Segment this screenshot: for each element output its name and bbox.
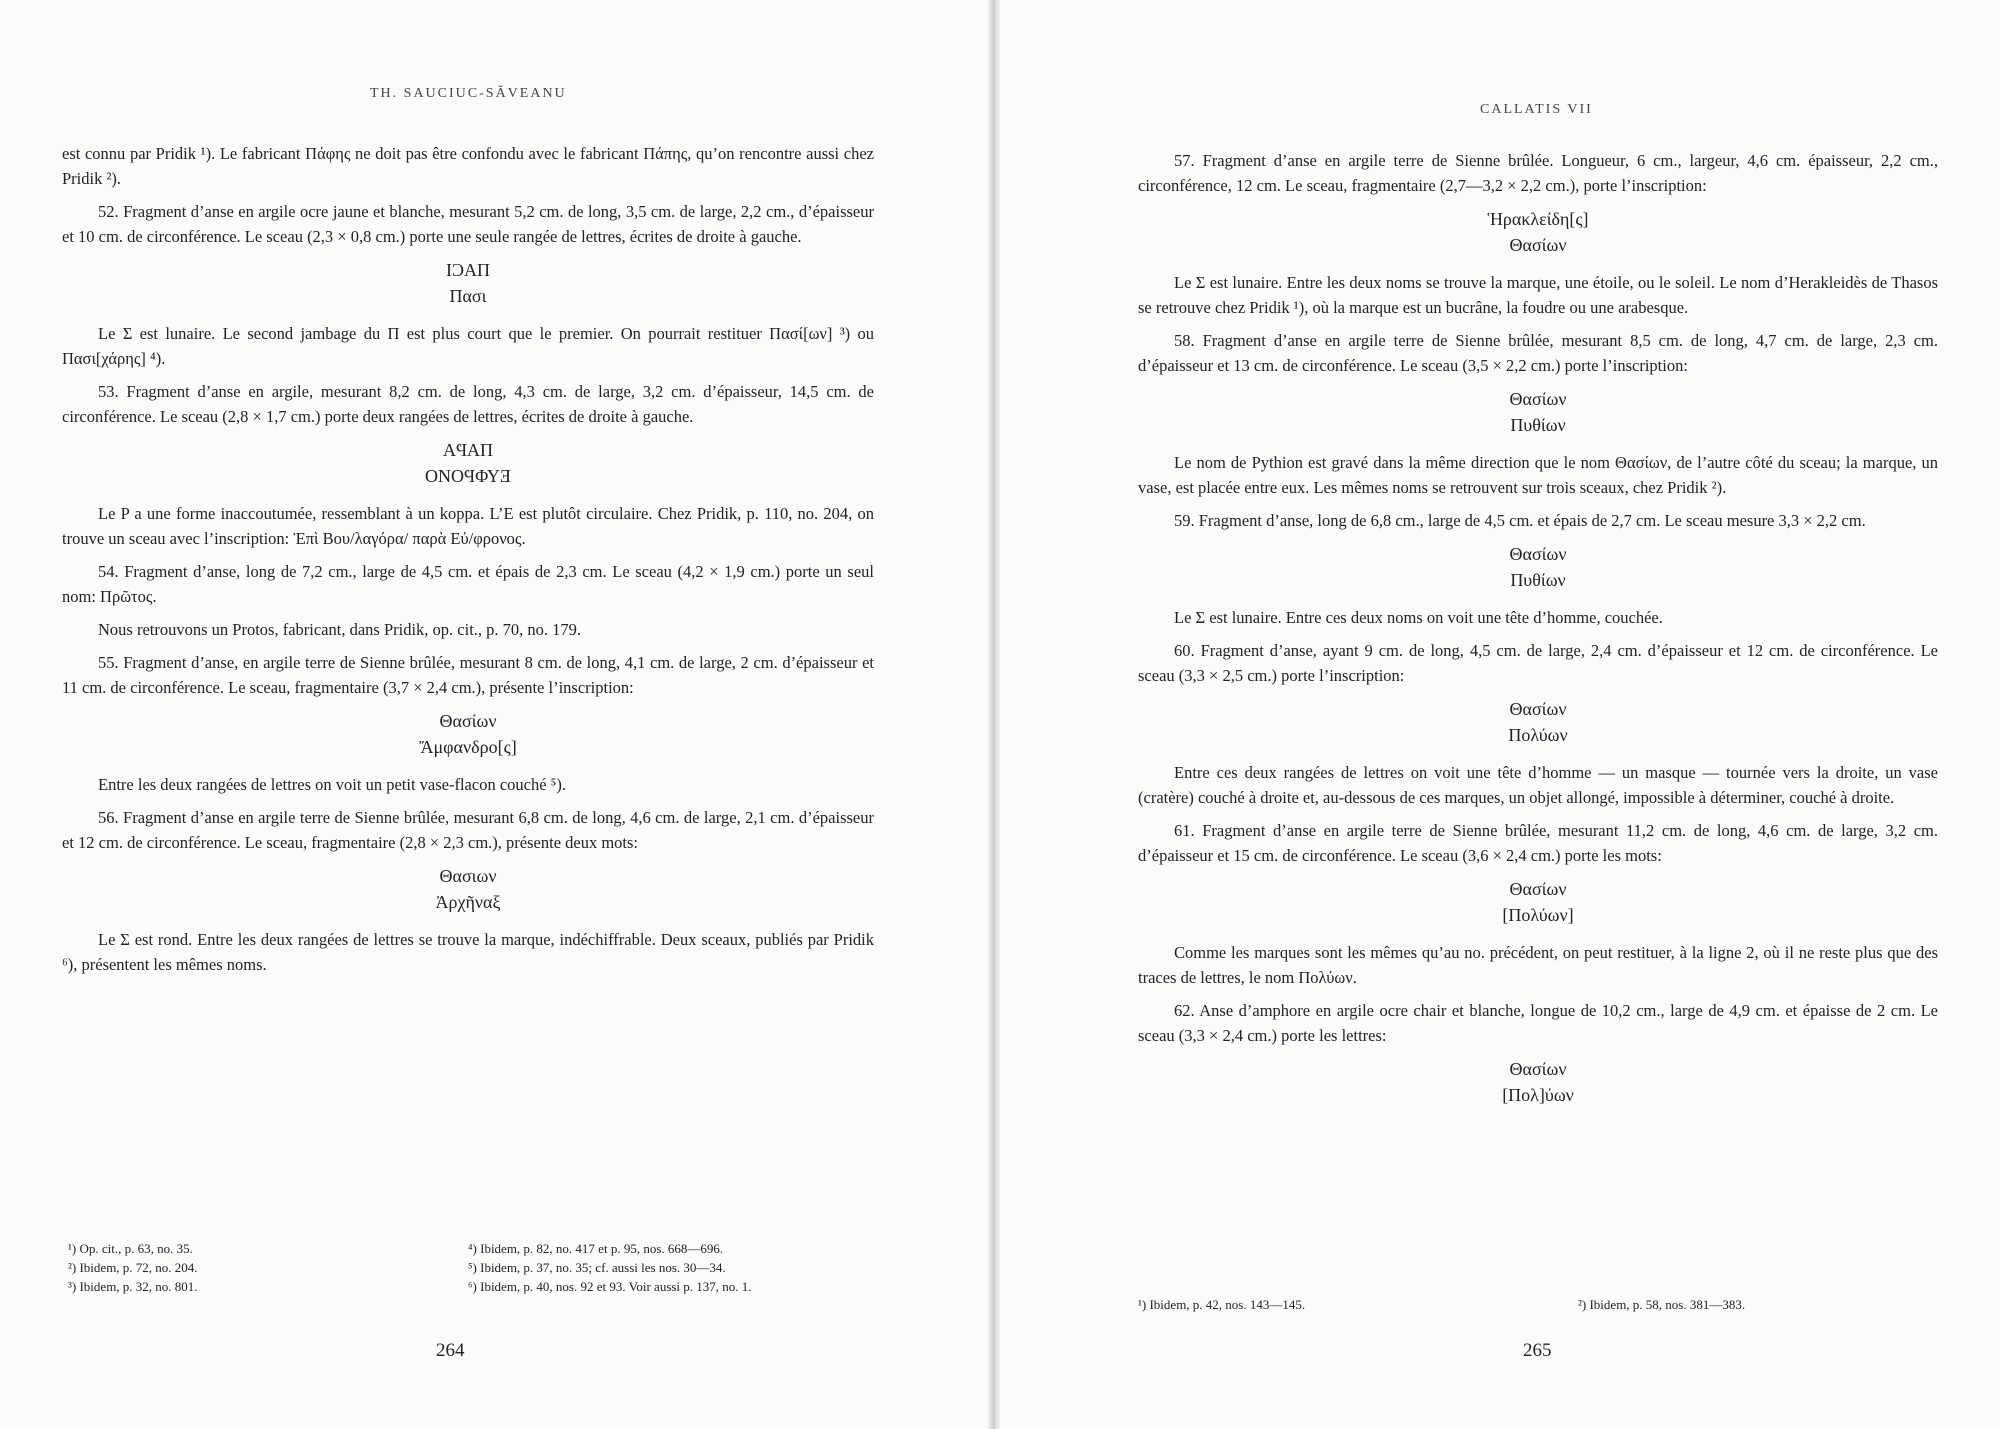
inscription-line: Θασίων [1509, 879, 1567, 899]
footnote: ⁵) Ibidem, p. 37, no. 35; cf. aussi les nos. 30—34. [468, 1260, 726, 1275]
inscription-53 [62, 437, 874, 489]
paragraph-58: 58. Fragment d’anse en argile terre de Sienne brûlée, mesurant 8,5 cm. de long, 4,7 cm. de large, 2,3 cm. d’épaisseur et 13 cm. de circonférence. Le sceau (3,5 × 2,2 cm.) porte l’inscription: [1138, 331, 1938, 375]
footnote: ³) Ibidem, p. 32, no. 801. [68, 1279, 198, 1294]
footnote: ²) Ibidem, p. 58, nos. 381—383. [1578, 1297, 1746, 1312]
paragraph-60: 60. Fragment d’anse, ayant 9 cm. de long, 4,5 cm. de large, 2,4 cm. d’épaisseur et 12 cm. de circonférence. Le sceau (3,3 × 2,5 cm.) porte l’inscription: [1138, 641, 1938, 685]
paragraph-53: 53. Fragment d’anse en argile, mesurant 8,2 cm. de long, 4,3 cm. de large, 3,2 cm. d’épaisseur, 14,5 cm. de circonférence. Le sceau (2,8 × 1,7 cm.) porte deux rangées de lettres, écrites de droite à gauche. [62, 382, 874, 426]
inscription-56 [62, 863, 874, 915]
inscription-52 [62, 257, 874, 309]
inscription-line: Θασίων [1509, 699, 1567, 719]
page-number: 264 [436, 1340, 465, 1361]
inscription-line: Θασίων [439, 711, 497, 731]
inscription-line: Πασι [449, 286, 487, 306]
right-body [1138, 148, 1938, 1120]
inscription-57 [1138, 206, 1938, 258]
inscription-61 [1138, 876, 1938, 928]
running-header: CALLATIS VII [1480, 102, 1593, 117]
footnote: ²) Ibidem, p. 72, no. 204. [68, 1260, 198, 1275]
paragraph-55: 55. Fragment d’anse, en argile terre de Sienne brûlée, mesurant 8 cm. de long, 4,1 cm. de large, 2 cm. d’épaisseur et 11 cm. de circonférence. Le sceau, fragmentaire (3,7 × 2,4 cm.), présente l’inscription: [62, 653, 874, 697]
inscription-55 [62, 708, 874, 760]
running-header: TH. SAUCIUC-SĂVEANU [370, 86, 567, 101]
inscription-line: Θασίων [1509, 1059, 1567, 1079]
paragraph-54: 54. Fragment d’anse, long de 7,2 cm., large de 4,5 cm. et épais de 2,3 cm. Le sceau (4,2 × 1,9 cm.) porte un seul nom: Πρῶτος. [62, 562, 874, 606]
footnote-column [68, 1239, 468, 1296]
inscription-59 [1138, 541, 1938, 593]
footnote-column [1138, 1295, 1538, 1314]
inscription-line: Ἄμφανδρο[ς] [419, 737, 517, 757]
left-page [0, 0, 990, 1429]
inscription-line: ΑϤΑΠ [442, 440, 494, 460]
paragraph: Le Σ est lunaire. Entre les deux noms se trouve la marque, une étoile, ou le soleil. Le nom d’Herakleidès de Thasos se retrouve chez Pridik ¹), où la marque est un bucrâne, la foudre ou une arabesque. [1138, 273, 1938, 317]
footnote: ⁶) Ibidem, p. 40, nos. 92 et 93. Voir aussi p. 137, no. 1. [468, 1279, 752, 1294]
paragraph: Nous retrouvons un Protos, fabricant, dans Pridik, op. cit., p. 70, no. 179. [98, 620, 582, 639]
inscription-line: [Πολύων] [1502, 905, 1574, 925]
inscription-58 [1138, 386, 1938, 438]
paragraph: Le Σ est rond. Entre les deux rangées de lettres se trouve la marque, indéchiffrable. Deux sceaux, publiés par Pridik ⁶), présentent les mêmes noms. [62, 930, 874, 974]
inscription-line: Θασίων [1509, 389, 1567, 409]
inscription-line: Θασίων [1509, 235, 1567, 255]
paragraph-57: 57. Fragment d’anse en argile terre de Sienne brûlée. Longueur, 6 cm., largeur, 4,6 cm. épaisseur, 2,2 cm., circonférence, 12 cm. Le sceau, fragmentaire (2,7—3,2 × 2,2 cm.), porte l’inscription: [1138, 151, 1938, 195]
footnote: ⁴) Ibidem, p. 82, no. 417 et p. 95, nos. 668—696. [468, 1241, 724, 1256]
inscription-line: Ἀρχῆναξ [435, 892, 501, 912]
paragraph: Entre ces deux rangées de lettres on voit une tête d’homme — un masque — tournée vers la droite, un vase (cratère) couché à droite et, au-dessous de ces marques, un objet allongé, impossible à déterminer, couché à droite. [1138, 763, 1938, 807]
paragraph: Le P a une forme inaccoutumée, ressemblant à un koppa. L’E est plutôt circulaire. Chez Pridik, p. 110, no. 204, on trouve un sceau avec l’inscription: Ἐπὶ Βου/λαγόρα/ παρὰ Εὐ/φρονος. [62, 504, 874, 548]
paragraph: Le nom de Pythion est gravé dans la même direction que le nom Θασίων, de l’autre côté du sceau; la marque, un vase, est placée entre eux. Les mêmes noms se retrouvent sur trois sceaux, chez Pridik ²). [1138, 453, 1938, 497]
paragraph-52: 52. Fragment d’anse en argile ocre jaune et blanche, mesurant 5,2 cm. de long, 3,5 cm. de large, 2,2 cm., d’épaisseur et 10 cm. de circonférence. Le sceau (2,3 × 0,8 cm.) porte une seule rangée de lettres, écrites de droite à gauche. [62, 202, 874, 246]
paragraph-62: 62. Anse d’amphore en argile ocre chair et blanche, longue de 10,2 cm., large de 4,9 cm. et épaisse de 2 cm. Le sceau (3,3 × 2,4 cm.) porte les lettres: [1138, 1001, 1938, 1045]
inscription-62 [1138, 1056, 1938, 1108]
paragraph: Comme les marques sont les mêmes qu’au no. précédent, on peut restituer, à la ligne 2, où il ne reste plus que des traces de lettres, le nom Πολύων. [1138, 943, 1938, 987]
footnote-column [468, 1239, 868, 1296]
footnote: ¹) Op. cit., p. 63, no. 35. [68, 1241, 193, 1256]
paragraph: Entre les deux rangées de lettres on voit un petit vase-flacon couché ⁵). [98, 775, 567, 794]
paragraph: Le Σ est lunaire. Le second jambage du Π est plus court que le premier. On pourrait restituer Πασί[ων] ³) ou Πασι[χάρης] ⁴). [62, 324, 874, 368]
left-body [62, 141, 874, 985]
inscription-line: Θασίων [1509, 544, 1567, 564]
inscription-line: [Πολ]ύων [1502, 1085, 1574, 1105]
inscription-60 [1138, 696, 1938, 748]
inscription-line: Πυθίων [1510, 570, 1566, 590]
paragraph-56: 56. Fragment d’anse en argile terre de Sienne brûlée, mesurant 6,8 cm. de long, 4,6 cm. de large, 2,1 cm. d’épaisseur et 12 cm. de circonférence. Le sceau, fragmentaire (2,8 × 2,3 cm.), présente deux mots: [62, 808, 874, 852]
right-page [1000, 0, 2000, 1429]
inscription-line: ΙϽΑΠ [446, 260, 490, 280]
footnote-column [1578, 1295, 1978, 1314]
footnote: ¹) Ibidem, p. 42, nos. 143—145. [1138, 1297, 1306, 1312]
inscription-line: Πυθίων [1510, 415, 1566, 435]
paragraph: est connu par Pridik ¹). Le fabricant Πάφης ne doit pas être confondu avec le fabricant Πάπης, qu’on rencontre aussi chez Pridik ²). [62, 144, 874, 188]
inscription-line: Ἡρακλείδη[ς] [1487, 209, 1589, 229]
page-number: 265 [1523, 1340, 1552, 1361]
paragraph: Le Σ est lunaire. Entre ces deux noms on voit une tête d’homme, couchée. [1174, 608, 1663, 627]
inscription-line: ΟΝΟϤΦΥƎ [425, 466, 511, 486]
inscription-line: Θασιων [439, 866, 497, 886]
paragraph-61: 61. Fragment d’anse en argile terre de Sienne brûlée, mesurant 11,2 cm. de long, 4,6 cm. de large, 3,2 cm. d’épaisseur et 15 cm. de circonférence. Le sceau (3,6 × 2,4 cm.) porte les mots: [1138, 821, 1938, 865]
paragraph-59: 59. Fragment d’anse, long de 6,8 cm., large de 4,5 cm. et épais de 2,7 cm. Le sceau mesure 3,3 × 2,2 cm. [1174, 511, 1866, 530]
inscription-line: Πολύων [1508, 725, 1568, 745]
